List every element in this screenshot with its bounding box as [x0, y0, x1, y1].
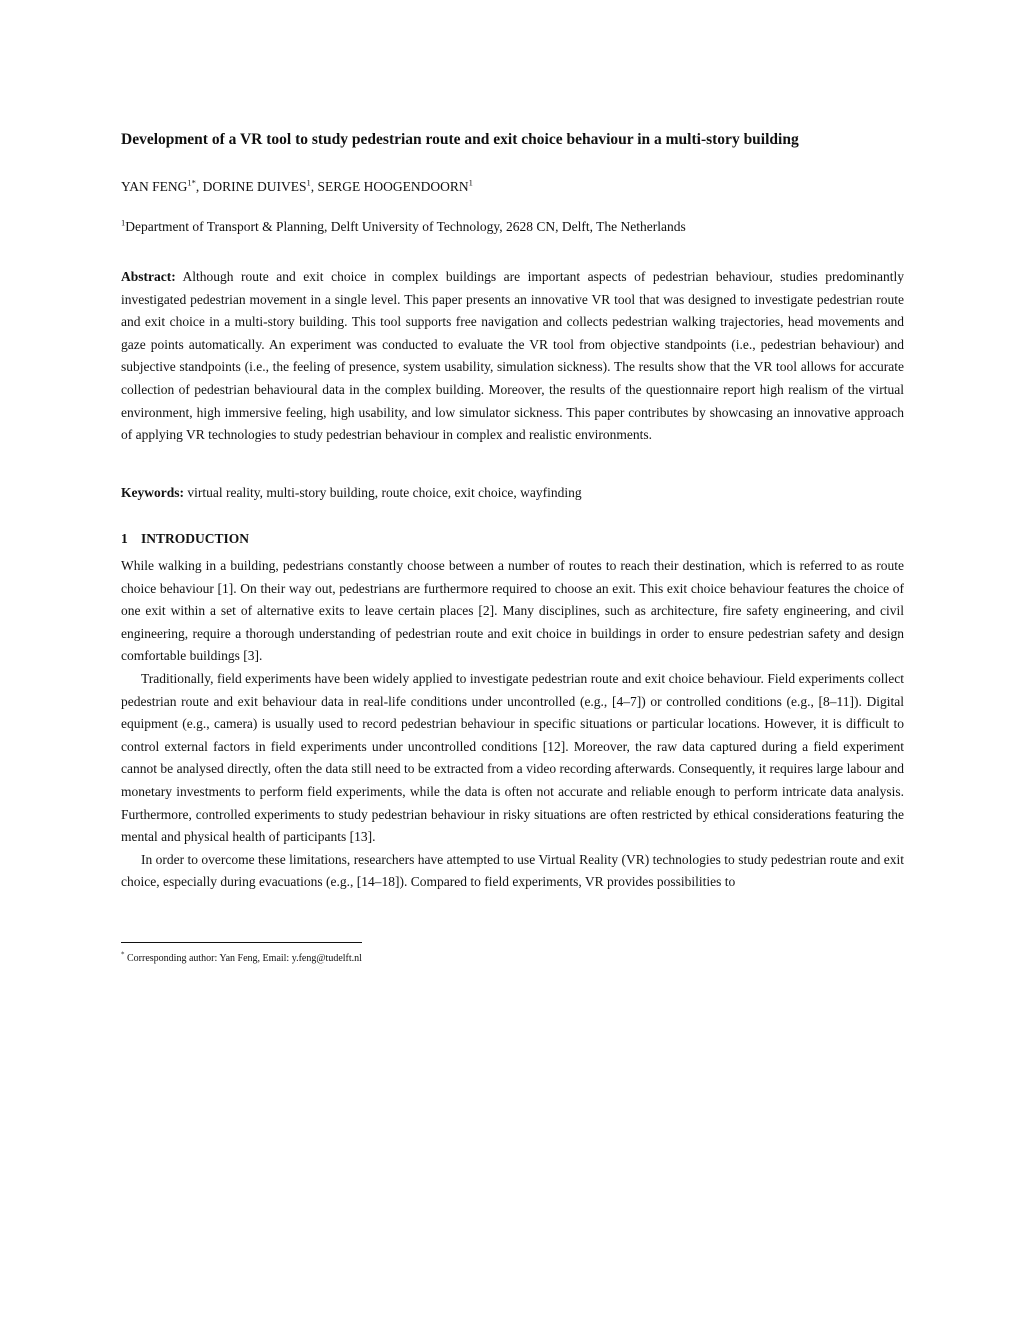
author-separator: ,	[310, 179, 318, 194]
affiliation-text: Department of Transport & Planning, Delft University of Technology, 2628 CN, Delft, The Netherlands	[125, 219, 686, 234]
author-superscript: 1	[306, 177, 311, 188]
body-paragraph: While walking in a building, pedestrians constantly choose between a number of routes to reach their destination, which is referred to as route choice behaviour [1]. On their way out, pedestrians are furthermore required to choose an exit. This exit choice behaviour features the choice of one exit within a set of alternative exits to leave certain places [2]. Many disciplines, such as architecture, fire safety engineering, and civil engineering, require a thorough understanding of pedestrian route and exit choice in buildings in order to ensure pedestrian safety and design comfortable buildings [3].	[121, 558, 904, 664]
keywords-text: virtual reality, multi-story building, route choice, exit choice, wayfinding	[187, 485, 582, 500]
footnote-text: Corresponding author: Yan Feng, Email: y.feng@tudelft.nl	[124, 953, 362, 964]
section-heading	[121, 529, 249, 549]
abstract-text: Although route and exit choice in complex buildings are important aspects of pedestrian behaviour, studies predominantly investigated pedestrian movement in a single level. This paper presents an innovative VR tool that was designed to investigate pedestrian route and exit choice in a multi-story building. This tool supports free navigation and collects pedestrian walking trajectories, head movements and gaze points automatically. An experiment was conducted to evaluate the VR tool from objective standpoints (i.e., pedestrian behaviour) and subjective standpoints (i.e., the feeling of presence, system usability, simulation sickness). The results show that the VR tool allows for accurate collection of pedestrian behavioural data in the complex building. Moreover, the results of the questionnaire report high realism of the virtual environment, high immersive feeling, high usability, and low simulator sickness. This paper contributes by showcasing an innovative approach of applying VR technologies to study pedestrian behaviour in complex and realistic environments.	[121, 269, 904, 443]
author-superscript: 1*	[187, 177, 196, 188]
section-title: INTRODUCTION	[141, 531, 250, 546]
paper-title: Development of a VR tool to study pedestrian route and exit choice behaviour in a multi-story building	[121, 131, 799, 148]
author-superscript: 1	[468, 177, 473, 188]
keywords	[121, 483, 904, 503]
author-list	[121, 178, 473, 196]
abstract-label: Abstract:	[121, 269, 176, 284]
body-paragraph: In order to overcome these limitations, researchers have attempted to use Virtual Reality (VR) technologies to study pedestrian route and exit choice, especially during evacuations (e.g., [14–18]). Compared to field experiments, VR provides possibilities to	[121, 851, 904, 890]
abstract	[121, 266, 904, 447]
keywords-label: Keywords:	[121, 485, 184, 500]
section-number: 1	[121, 531, 128, 546]
affiliation	[121, 218, 686, 236]
introduction-body	[121, 555, 904, 894]
footnote-mark: *	[121, 950, 125, 959]
body-paragraph: Traditionally, field experiments have been widely applied to investigate pedestrian route and exit choice behaviour. Field experiments collect pedestrian route and exit behaviour data in real-life conditions under uncontrolled (e.g., [4–7]) or controlled conditions (e.g., [8–11]). Digital equipment (e.g., camera) is usually used to record pedestrian behaviour in specific situations or particular locations. However, it is difficult to control external factors in field experiments under uncontrolled conditions [12]. Moreover, the raw data captured during a field experiment cannot be analysed directly, often the data still need to be extracted from a video recording afterwards. Consequently, it requires large labour and monetary investments to perform field experiments, while the data is often not accurate and reliable enough to perform intricate data analysis. Furthermore, controlled experiments to study pedestrian behaviour in risky situations are often restricted by ethical considerations featuring the mental and physical health of participants [13].	[121, 670, 904, 845]
footnote-divider	[121, 942, 362, 943]
author-separator: ,	[195, 179, 203, 194]
author-name: DORINE DUIVES	[202, 179, 307, 194]
affiliation-superscript: 1	[121, 217, 126, 228]
footnote	[121, 952, 362, 966]
author-name: YAN FENG	[121, 179, 188, 194]
author-name: SERGE HOOGENDOORN	[317, 179, 469, 194]
